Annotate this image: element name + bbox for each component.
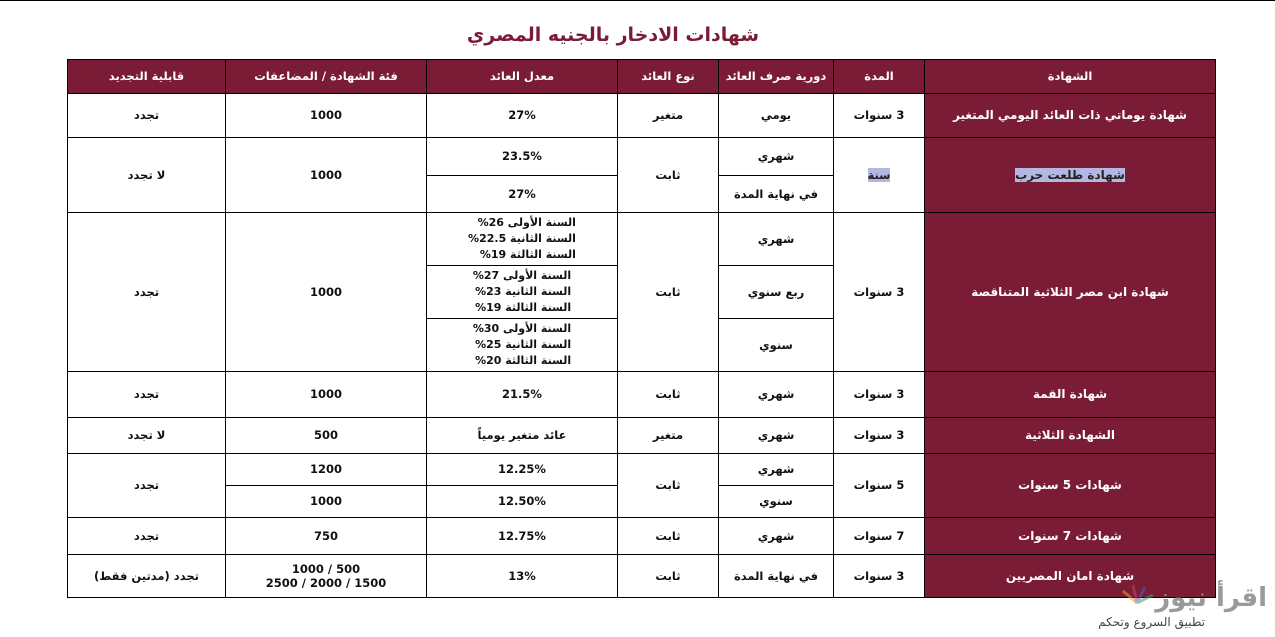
- frequency-cell: يومي: [719, 94, 834, 138]
- frequency-cell: سنوي: [719, 319, 834, 372]
- header-duration: المدة: [834, 60, 925, 94]
- rate-year-3: السنة الثالثة 19%: [475, 300, 572, 314]
- table-row: [68, 213, 1216, 266]
- duration-cell: 7 سنوات: [834, 518, 925, 555]
- header-denomination: فئة الشهادة / المضاعفات: [226, 60, 427, 94]
- denomination-cell: 1000: [226, 372, 427, 418]
- rate-year-3: السنة الثالثة 20%: [475, 353, 572, 367]
- denomination-cell: 1000: [226, 138, 427, 213]
- page-title: شهادات الادخار بالجنيه المصري: [466, 24, 760, 46]
- renewability-cell: تجدد: [68, 213, 226, 372]
- renewability-cell: لا تجدد: [68, 138, 226, 213]
- duration-cell: 3 سنوات: [834, 555, 925, 598]
- return-rate-cell: [427, 213, 618, 266]
- tiered-rates: [468, 215, 576, 263]
- table-row: [68, 418, 1216, 454]
- table-row: [68, 454, 1216, 486]
- rate-year-2: السنة الثانية 22.5%: [468, 232, 576, 246]
- frequency-cell: سنوي: [719, 486, 834, 518]
- certificate-name: الشهادة الثلاثية: [925, 418, 1216, 454]
- frequency-cell: ربع سنوي: [719, 266, 834, 319]
- denomination-cell: [226, 555, 427, 598]
- table-row: [68, 518, 1216, 555]
- certificate-name: شهادة ابن مصر الثلاثية المتناقصة: [925, 213, 1216, 372]
- return-type-cell: ثابت: [618, 213, 719, 372]
- return-rate-cell: 12.50%: [427, 486, 618, 518]
- return-type-cell: ثابت: [618, 518, 719, 555]
- denomination-cell: 1000: [226, 213, 427, 372]
- certificate-name: شهادة امان المصريين: [925, 555, 1216, 598]
- duration-cell: [834, 138, 925, 213]
- header-renewability: قابلية التجديد: [68, 60, 226, 94]
- certificate-name: [925, 138, 1216, 213]
- renewability-cell: تجدد: [68, 518, 226, 555]
- header-return-type: نوع العائد: [618, 60, 719, 94]
- tiered-rates: [473, 268, 571, 316]
- denomination-cell: 500: [226, 418, 427, 454]
- table-row: [68, 94, 1216, 138]
- return-rate-cell: [427, 266, 618, 319]
- certificate-name: شهادة القمة: [925, 372, 1216, 418]
- savings-certificates-table: [67, 59, 1216, 598]
- return-type-cell: ثابت: [618, 372, 719, 418]
- denomination-line-2: 1500 / 2000 / 2500: [265, 576, 387, 590]
- return-rate-cell: 23.5%: [427, 138, 618, 176]
- return-type-cell: ثابت: [618, 138, 719, 213]
- frequency-cell: في نهاية المدة: [719, 555, 834, 598]
- return-type-cell: ثابت: [618, 555, 719, 598]
- duration-cell: 3 سنوات: [834, 418, 925, 454]
- watermark-brand: اقرأ نيوز: [1155, 583, 1267, 613]
- return-rate-cell: 13%: [427, 555, 618, 598]
- return-type-cell: متغير: [618, 418, 719, 454]
- rate-year-2: السنة الثانية 25%: [475, 338, 572, 352]
- return-type-cell: ثابت: [618, 454, 719, 518]
- certificate-name: شهادات 7 سنوات: [925, 518, 1216, 555]
- header-return-rate: معدل العائد: [427, 60, 618, 94]
- certificate-name: شهادة يوماتي ذات العائد اليومي المتغير: [925, 94, 1216, 138]
- header-certificate: الشهادة: [925, 60, 1216, 94]
- frequency-cell: شهري: [719, 518, 834, 555]
- duration-cell: 3 سنوات: [834, 372, 925, 418]
- return-rate-cell: 12.75%: [427, 518, 618, 555]
- rate-year-3: السنة الثالثة 19%: [479, 247, 576, 261]
- return-rate-cell: [427, 319, 618, 372]
- table-row: [68, 555, 1216, 598]
- frequency-cell: شهري: [719, 418, 834, 454]
- denomination-cell: 1000: [226, 94, 427, 138]
- rate-year-1: السنة الأولى 27%: [472, 269, 572, 283]
- rate-year-1: السنة الأولى 26%: [477, 216, 576, 230]
- frequency-cell: في نهاية المدة: [719, 176, 834, 213]
- denomination-cell: 1000: [226, 486, 427, 518]
- frequency-cell: شهري: [719, 138, 834, 176]
- return-rate-cell: 12.25%: [427, 454, 618, 486]
- table-header-row: [68, 60, 1216, 94]
- header-payout-frequency: دورية صرف العائد: [719, 60, 834, 94]
- duration-cell: 3 سنوات: [834, 94, 925, 138]
- renewability-cell: تجدد (مدتين فقط): [68, 555, 226, 598]
- return-type-cell: متغير: [618, 94, 719, 138]
- watermark-tagline: تطبيق السروع وتحكم: [1098, 615, 1205, 629]
- highlighted-text: سنة: [867, 167, 891, 182]
- return-rate-cell: عائد متغير يومياً: [427, 418, 618, 454]
- table-row: [68, 372, 1216, 418]
- rate-year-1: السنة الأولى 30%: [472, 322, 572, 336]
- denomination-cell: 750: [226, 518, 427, 555]
- highlighted-text: شهادة طلعت حرب: [1015, 167, 1125, 182]
- frequency-cell: شهري: [719, 213, 834, 266]
- denomination-cell: 1200: [226, 454, 427, 486]
- return-rate-cell: 27%: [427, 94, 618, 138]
- renewability-cell: لا تجدد: [68, 418, 226, 454]
- certificate-name: شهادات 5 سنوات: [925, 454, 1216, 518]
- frequency-cell: شهري: [719, 372, 834, 418]
- denomination-line-1: 500 / 1000: [291, 561, 361, 576]
- duration-cell: 5 سنوات: [834, 454, 925, 518]
- top-border-line: [0, 0, 1275, 1]
- renewability-cell: تجدد: [68, 94, 226, 138]
- return-rate-cell: 21.5%: [427, 372, 618, 418]
- duration-cell: 3 سنوات: [834, 213, 925, 372]
- tiered-rates: [473, 321, 571, 369]
- return-rate-cell: 27%: [427, 176, 618, 213]
- renewability-cell: تجدد: [68, 454, 226, 518]
- frequency-cell: شهري: [719, 454, 834, 486]
- table-row: [68, 138, 1216, 176]
- rate-year-2: السنة الثانية 23%: [475, 285, 572, 299]
- renewability-cell: تجدد: [68, 372, 226, 418]
